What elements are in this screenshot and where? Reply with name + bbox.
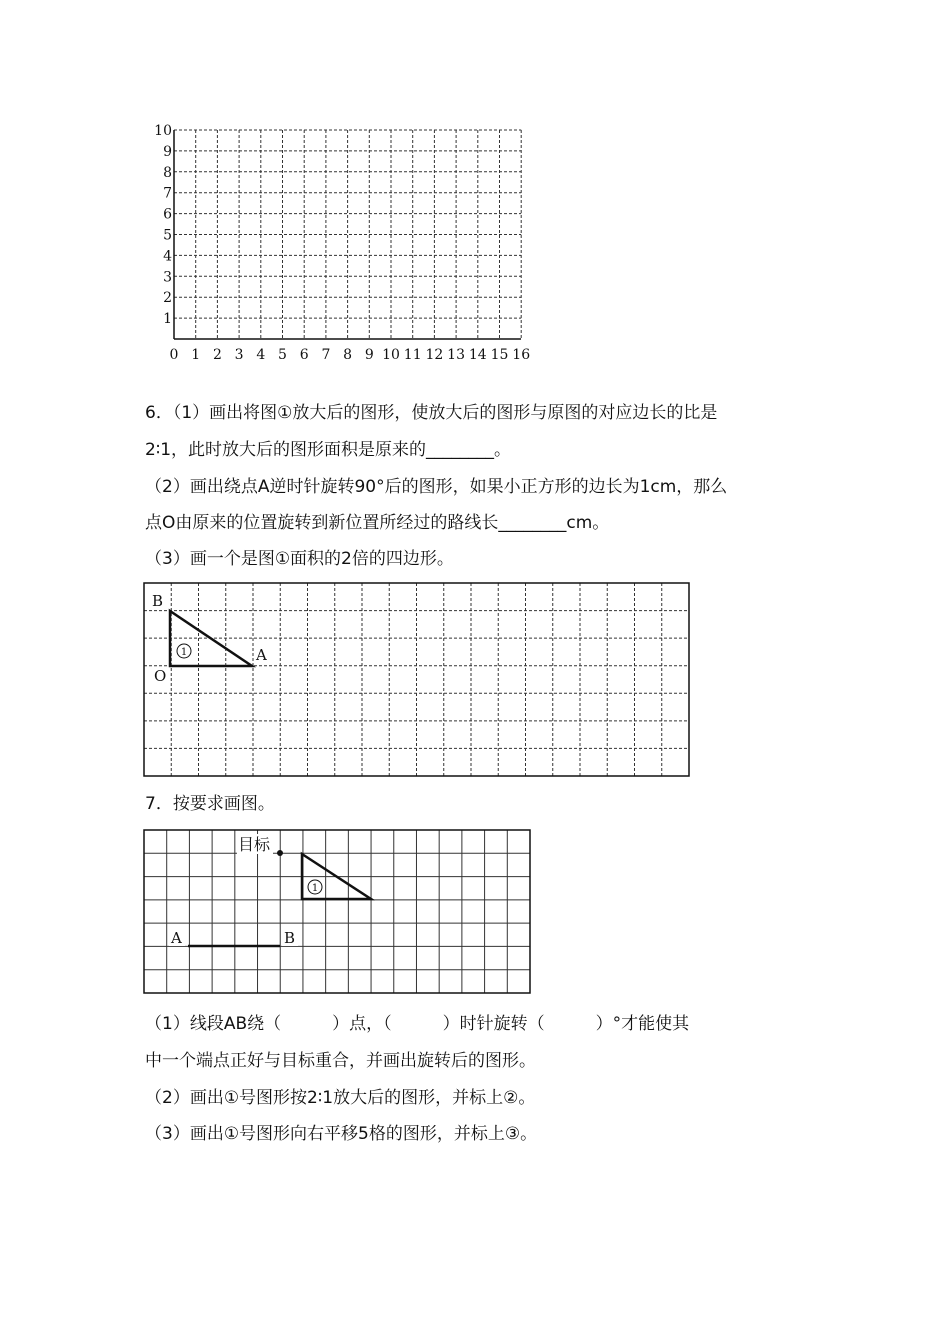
q6-line-1 xyxy=(145,401,717,425)
y-tick-label: 8 xyxy=(163,164,172,181)
x-tick-label: 4 xyxy=(256,347,266,363)
q7-target-point xyxy=(277,850,283,856)
y-tick-label: 9 xyxy=(163,143,172,160)
x-tick-label: 16 xyxy=(512,347,531,363)
x-tick-label: 11 xyxy=(403,347,422,363)
q6-label-O: O xyxy=(154,667,167,685)
q7-part1-line1: （1）线段AB绕（ ）点，（ ）时针旋转（ ）°才能使其 xyxy=(145,1014,690,1034)
q7-part3: （3）画出①号图形向右平移5格的图形，并标上③。 xyxy=(145,1124,538,1144)
q7-grid-figure xyxy=(140,825,540,1000)
x-tick-label: 12 xyxy=(425,347,444,363)
y-tick-label: 10 xyxy=(154,123,172,139)
x-tick-label: 0 xyxy=(169,347,179,363)
x-tick-label: 13 xyxy=(447,347,466,363)
q7-shape-label: 1 xyxy=(311,883,319,894)
q6-part1-line1: （1）画出将图①放大后的图形，使放大后的图形与原图的对应边长的比是 xyxy=(172,403,718,423)
x-tick-label: 9 xyxy=(364,347,374,363)
y-tick-label: 5 xyxy=(163,227,172,244)
y-tick-label: 7 xyxy=(163,185,172,202)
q6-part2-line2: 点O由原来的位置旋转到新位置所经过的路线长________cm。 xyxy=(145,513,610,533)
q6-part1-line2: 2∶1，此时放大后的图形面积是原来的________。 xyxy=(145,440,512,460)
q6-label-B: B xyxy=(152,592,164,610)
q6-shape-label: 1 xyxy=(180,647,188,658)
y-tick-label: 2 xyxy=(163,290,172,307)
x-tick-label: 14 xyxy=(468,347,487,363)
q7-part1-line2: 中一个端点正好与目标重合，并画出旋转后的图形。 xyxy=(145,1051,536,1071)
q7-target-label: 目标 xyxy=(238,835,271,854)
y-tick-label: 3 xyxy=(163,269,172,286)
x-tick-label: 10 xyxy=(382,347,400,363)
q6-part3: （3）画一个是图①面积的2倍的四边形。 xyxy=(145,549,454,569)
q7-label-A: A xyxy=(171,929,182,947)
q6-grid-figure xyxy=(140,578,700,783)
x-tick-label: 15 xyxy=(490,347,509,363)
x-tick-label: 7 xyxy=(321,347,331,363)
x-tick-label: 6 xyxy=(299,347,309,363)
x-tick-label: 5 xyxy=(278,347,287,363)
x-tick-label: 2 xyxy=(212,347,222,363)
q6-part2-line1: （2）画出绕点A逆时针旋转90°后的图形，如果小正方形的边长为1cm，那么 xyxy=(145,477,728,497)
q7-title: 7．按要求画图。 xyxy=(145,794,275,814)
q6-number: 6． xyxy=(145,403,173,423)
y-tick-label: 4 xyxy=(163,248,172,265)
x-tick-label: 8 xyxy=(343,347,353,363)
q7-label-B: B xyxy=(284,929,296,947)
x-tick-label: 1 xyxy=(191,347,201,363)
y-tick-label: 1 xyxy=(163,311,172,328)
x-tick-label: 3 xyxy=(234,347,244,363)
q7-part2: （2）画出①号图形按2∶1放大后的图形，并标上②。 xyxy=(145,1088,536,1108)
coordinate-grid xyxy=(140,118,540,368)
y-tick-label: 6 xyxy=(163,206,172,223)
q6-label-A: A xyxy=(256,646,267,664)
q7-grid-border xyxy=(144,830,530,993)
